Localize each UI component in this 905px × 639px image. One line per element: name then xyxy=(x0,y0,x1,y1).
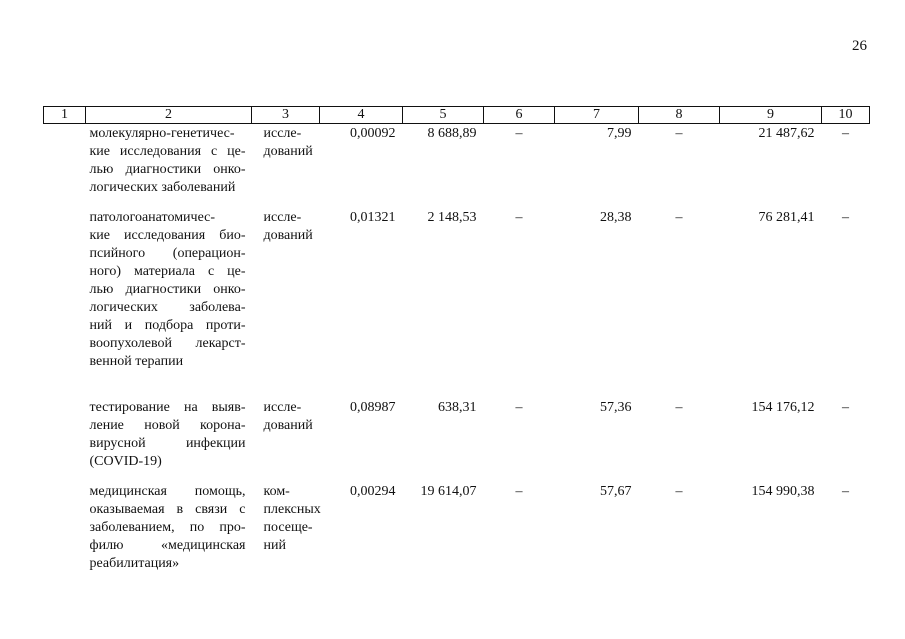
unit-cell xyxy=(252,482,320,582)
cost-per-unit-cell: 2 148,53 xyxy=(427,209,477,225)
unit-line: дований xyxy=(263,144,313,159)
column-8-cell: – xyxy=(675,483,683,499)
service-name-line: ление новой корона- xyxy=(89,417,246,433)
column-10-cell: – xyxy=(842,126,849,141)
column-10-cell: – xyxy=(842,209,849,225)
service-name-line: венной терапии xyxy=(89,353,184,369)
unit-cell xyxy=(252,398,320,482)
per-capita-cell: 7,99 xyxy=(607,126,632,141)
cost-per-unit-cell: 638,31 xyxy=(438,399,477,415)
row-number-cell xyxy=(44,124,86,208)
service-name-line: вирусной инфекции xyxy=(89,435,246,451)
column-header-7: 7 xyxy=(555,107,639,124)
column-header-6: 6 xyxy=(484,107,555,124)
service-name-line: лью диагностики онко- xyxy=(89,162,246,177)
service-name-line: оказываемая в связи с xyxy=(89,501,246,517)
column-header-8: 8 xyxy=(639,107,720,124)
column-10-cell: – xyxy=(842,483,849,499)
per-capita-cell: 57,67 xyxy=(600,483,632,499)
service-name-line: ний и подбора проти- xyxy=(89,317,246,333)
service-name-line: логических заболева- xyxy=(89,299,246,315)
service-name-line: молекулярно-генетичес- xyxy=(89,126,235,141)
service-name-cell xyxy=(86,208,252,398)
per-capita-cell: 28,38 xyxy=(600,209,632,225)
total-cost-cell: 76 281,41 xyxy=(758,209,815,225)
service-name-line: заболеванием, по про- xyxy=(89,519,246,535)
tariff-table xyxy=(43,106,870,582)
unit-cell xyxy=(252,208,320,398)
unit-line: дований xyxy=(263,227,313,243)
column-header-1: 1 xyxy=(44,107,86,124)
volume-cell: 0,01321 xyxy=(350,209,396,225)
table-row xyxy=(44,398,870,482)
service-name-cell xyxy=(86,124,252,208)
unit-line: ком- xyxy=(263,483,290,499)
column-header-4: 4 xyxy=(320,107,403,124)
table-row xyxy=(44,482,870,582)
column-header-5: 5 xyxy=(403,107,484,124)
volume-cell: 0,00092 xyxy=(350,126,396,141)
unit-line: иссле- xyxy=(263,126,302,141)
unit-line: посеще- xyxy=(263,519,313,535)
column-header-2: 2 xyxy=(86,107,252,124)
cost-per-unit-cell: 8 688,89 xyxy=(427,126,477,141)
service-name-line: медицинская помощь, xyxy=(89,483,246,499)
service-name-line: логических заболеваний xyxy=(89,180,236,195)
service-name-line: кие исследования био- xyxy=(89,227,246,243)
service-name-line: кие исследования с це- xyxy=(89,144,246,159)
column-header-10: 10 xyxy=(822,107,870,124)
unit-line: иссле- xyxy=(263,399,302,415)
page-number: 26 xyxy=(852,38,867,54)
column-6-cell: – xyxy=(515,126,523,141)
column-6-cell: – xyxy=(515,209,523,225)
service-name-line: ного) материала с це- xyxy=(89,263,246,279)
column-header-9: 9 xyxy=(720,107,822,124)
service-name-line: лью диагностики онко- xyxy=(89,281,246,297)
column-8-cell: – xyxy=(675,399,683,415)
column-8-cell: – xyxy=(675,126,683,141)
table-header xyxy=(44,107,870,124)
table-row xyxy=(44,208,870,398)
service-name-line: (COVID-19) xyxy=(89,453,162,469)
service-name-line: псийного (операцион- xyxy=(89,245,246,261)
unit-line: иссле- xyxy=(263,209,302,225)
unit-line: ний xyxy=(263,537,286,553)
table-body xyxy=(44,124,870,582)
column-8-cell: – xyxy=(675,209,683,225)
unit-line: плексных xyxy=(263,501,321,517)
row-number-cell xyxy=(44,398,86,482)
total-cost-cell: 154 990,38 xyxy=(751,483,815,499)
column-header-3: 3 xyxy=(252,107,320,124)
service-name-line: патологоанатомичес- xyxy=(89,209,216,225)
unit-line: дований xyxy=(263,417,313,433)
service-name-cell xyxy=(86,398,252,482)
unit-cell xyxy=(252,124,320,208)
total-cost-cell: 154 176,12 xyxy=(751,399,815,415)
table-row xyxy=(44,124,870,208)
per-capita-cell: 57,36 xyxy=(600,399,632,415)
column-10-cell: – xyxy=(842,399,849,415)
service-name-line: тестирование на выяв- xyxy=(89,399,246,415)
cost-per-unit-cell: 19 614,07 xyxy=(420,483,477,499)
service-name-cell xyxy=(86,482,252,582)
column-6-cell: – xyxy=(515,483,523,499)
row-number-cell xyxy=(44,482,86,582)
service-name-line: воопухолевой лекарст- xyxy=(89,335,246,351)
row-number-cell xyxy=(44,208,86,398)
column-6-cell: – xyxy=(515,399,523,415)
total-cost-cell: 21 487,62 xyxy=(758,126,815,141)
service-name-line: филю «медицинская xyxy=(89,537,246,553)
service-name-line: реабилитация» xyxy=(89,555,180,571)
volume-cell: 0,08987 xyxy=(350,399,396,415)
volume-cell: 0,00294 xyxy=(350,483,396,499)
